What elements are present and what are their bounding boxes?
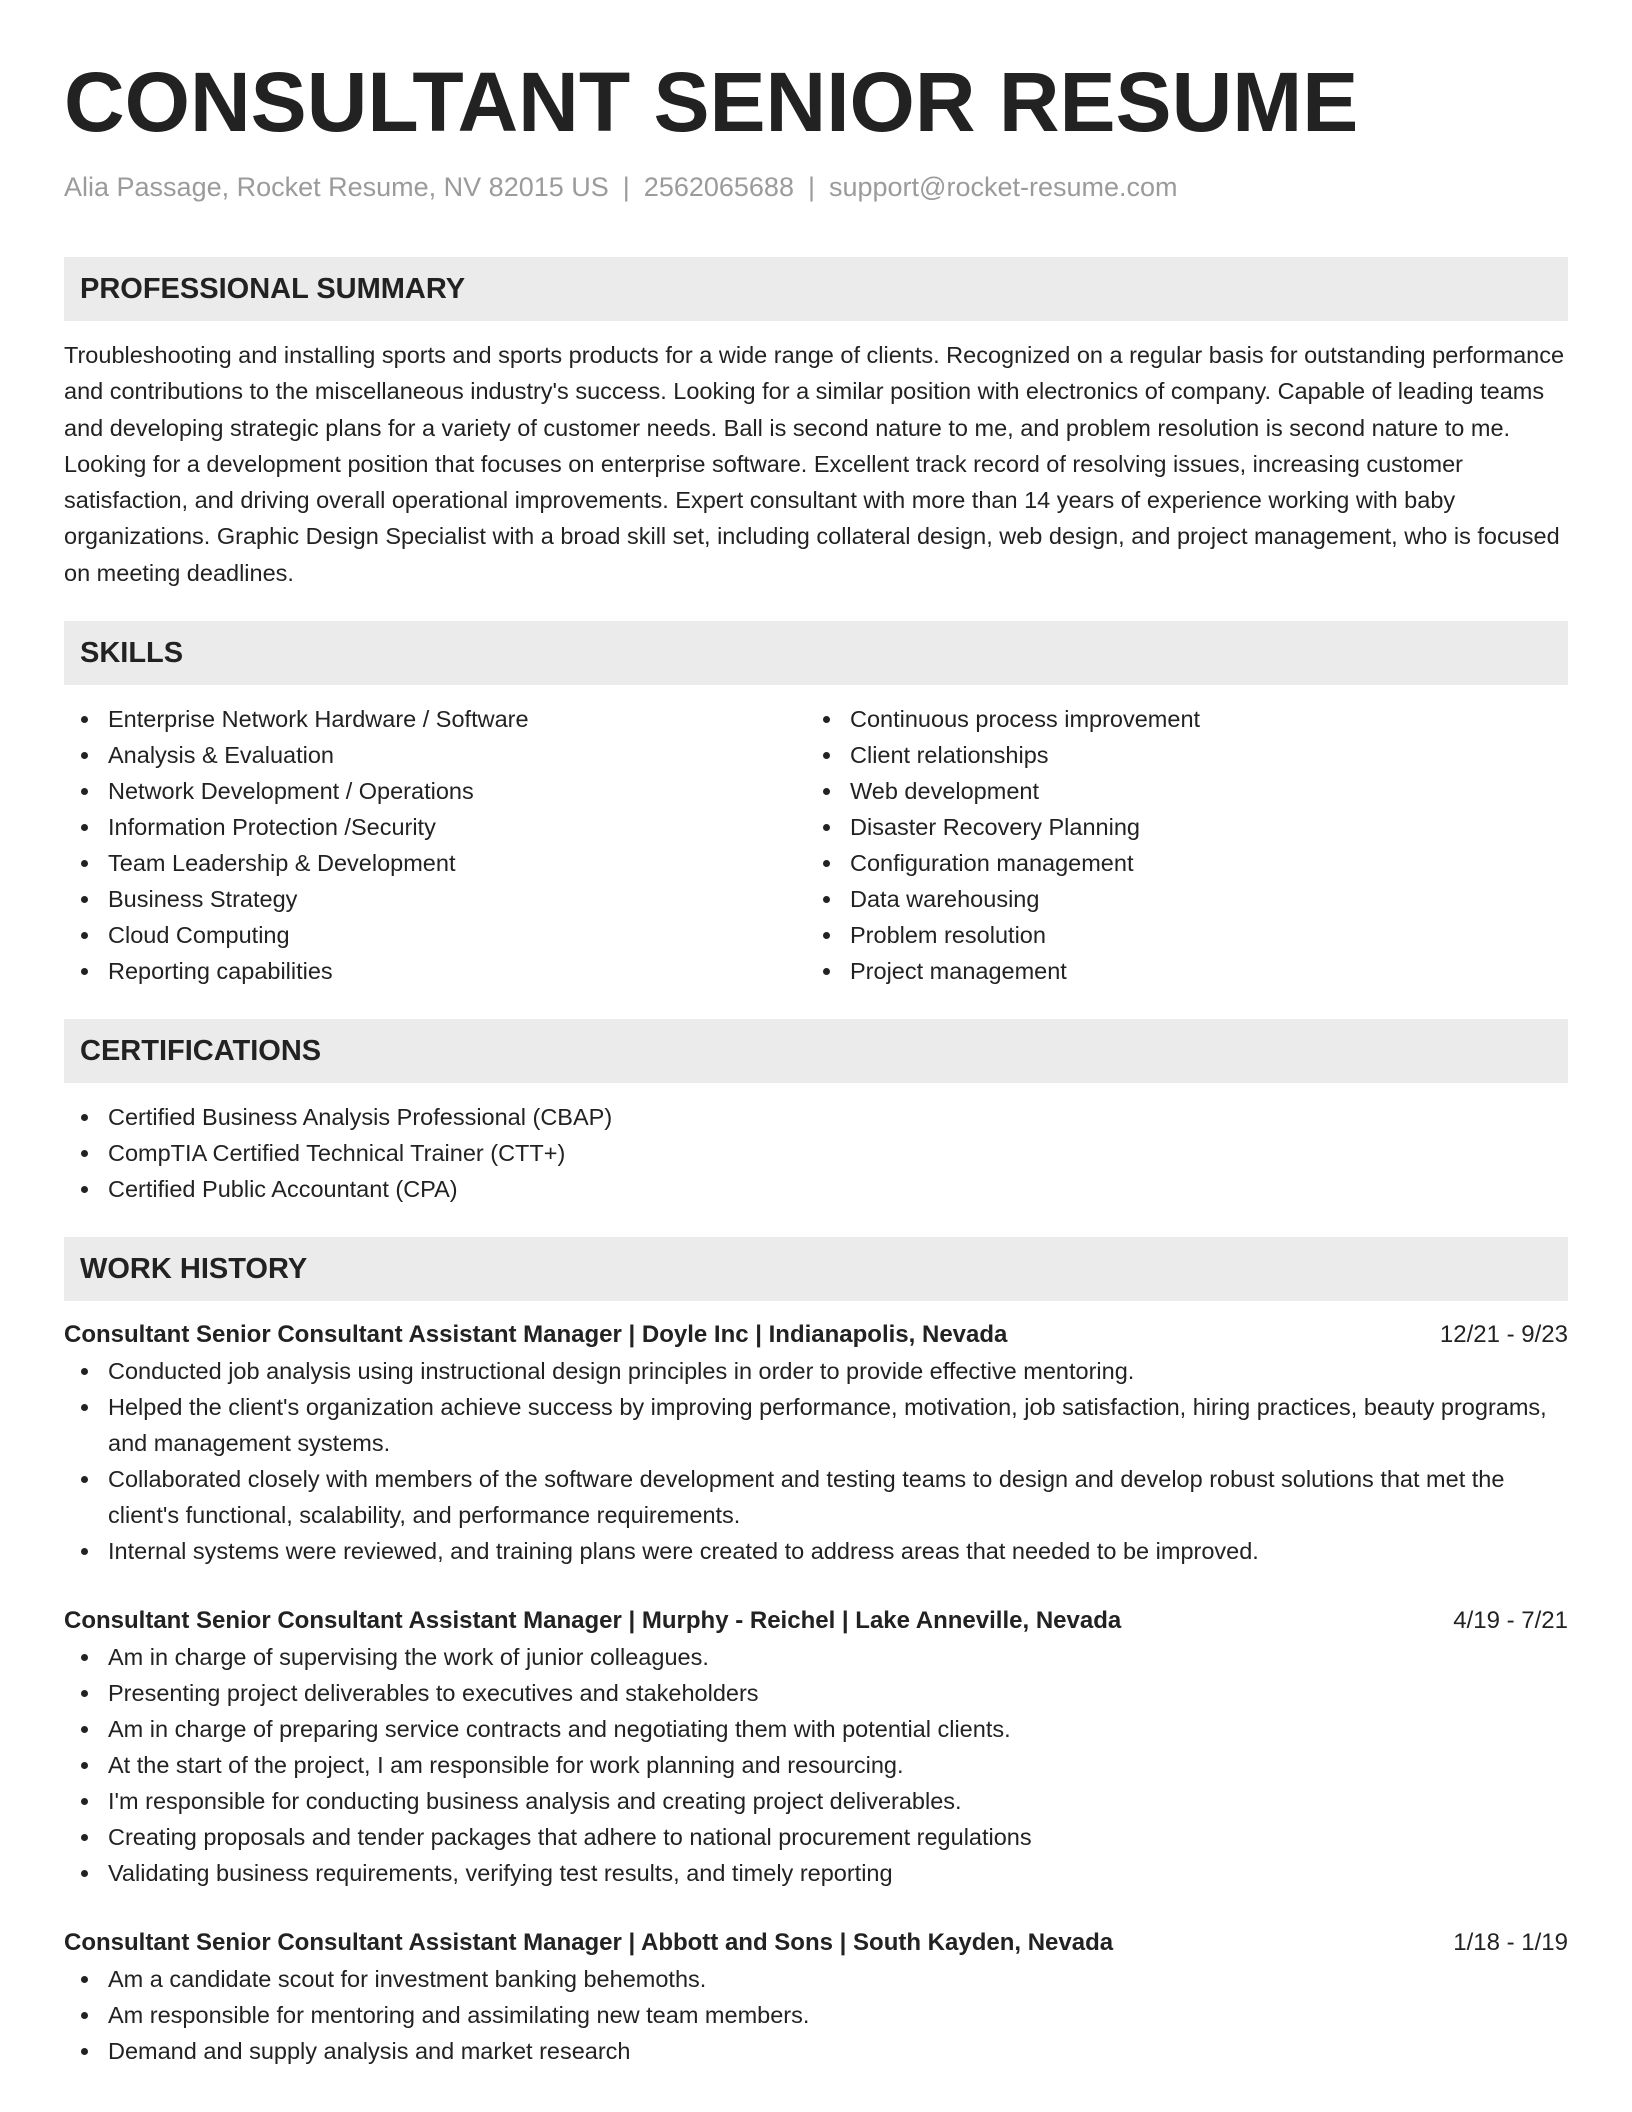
- job-dates: 1/18 - 1/19: [1453, 1929, 1568, 1957]
- job-bullet: Am responsible for mentoring and assimilating new team members.: [64, 1997, 1568, 2033]
- skills-list-right: [806, 701, 1548, 989]
- summary-section: [64, 257, 1568, 591]
- job-bullet: Creating proposals and tender packages that adhere to national procurement regulations: [64, 1819, 1568, 1855]
- resume-page: [64, 56, 1568, 2069]
- work-history-section: [64, 1237, 1568, 2069]
- job-title: Consultant Senior Consultant Assistant Manager | Murphy - Reichel | Lake Anneville, Nevada: [64, 1607, 1122, 1635]
- job-bullet: Helped the client's organization achieve success by improving performance, motivation, job satisfaction, hiring practices, beauty programs, and management systems.: [64, 1389, 1568, 1461]
- job-entry: [64, 1925, 1568, 2069]
- certifications-list: [64, 1099, 1568, 1207]
- job-bullet: Am in charge of preparing service contracts and negotiating them with potential clients.: [64, 1711, 1568, 1747]
- skills-list-left: [64, 701, 806, 989]
- section-heading-summary: PROFESSIONAL SUMMARY: [64, 257, 1568, 321]
- contact-email: support@rocket-resume.com: [828, 172, 1178, 202]
- skill-item: Team Leadership & Development: [64, 845, 806, 881]
- contact-address: Alia Passage, Rocket Resume, NV 82015 US: [64, 172, 609, 202]
- job-header: [64, 1317, 1568, 1353]
- job-title: Consultant Senior Consultant Assistant Manager | Abbott and Sons | South Kayden, Nevada: [64, 1929, 1114, 1957]
- skill-item: Disaster Recovery Planning: [806, 809, 1548, 845]
- section-heading-skills: SKILLS: [64, 621, 1568, 685]
- section-heading-certifications: CERTIFICATIONS: [64, 1019, 1568, 1083]
- certifications-section: [64, 1019, 1568, 1207]
- resume-name: CONSULTANT SENIOR RESUME: [64, 55, 1359, 149]
- job-header: [64, 1925, 1568, 1961]
- job-bullet: Conducted job analysis using instructional design principles in order to provide effective mentoring.: [64, 1353, 1568, 1389]
- job-bullet: I'm responsible for conducting business analysis and creating project deliverables.: [64, 1783, 1568, 1819]
- certification-item: Certified Business Analysis Professional (CBAP): [64, 1099, 1568, 1135]
- job-bullet: Presenting project deliverables to executives and stakeholders: [64, 1675, 1568, 1711]
- contact-separator: |: [807, 172, 815, 202]
- skill-item: Network Development / Operations: [64, 773, 806, 809]
- job-dates: 4/19 - 7/21: [1453, 1607, 1568, 1635]
- job-bullet-list: [64, 1353, 1568, 1569]
- skill-item: Analysis & Evaluation: [64, 737, 806, 773]
- contact-line: [64, 170, 1568, 204]
- job-header: [64, 1603, 1568, 1639]
- skills-grid: [64, 701, 1568, 989]
- skill-item: Information Protection /Security: [64, 809, 806, 845]
- skill-item: Reporting capabilities: [64, 953, 806, 989]
- section-heading-work-history: WORK HISTORY: [64, 1237, 1568, 1301]
- skill-item: Enterprise Network Hardware / Software: [64, 701, 806, 737]
- contact-phone: 2562065688: [643, 172, 794, 202]
- certification-item: Certified Public Accountant (CPA): [64, 1171, 1568, 1207]
- job-bullet: At the start of the project, I am responsible for work planning and resourcing.: [64, 1747, 1568, 1783]
- skill-item: Web development: [806, 773, 1548, 809]
- job-entry: [64, 1317, 1568, 1569]
- job-bullet: Internal systems were reviewed, and training plans were created to address areas that needed to be improved.: [64, 1533, 1568, 1569]
- skill-item: Continuous process improvement: [806, 701, 1548, 737]
- job-dates: 12/21 - 9/23: [1439, 1321, 1568, 1349]
- summary-text: Troubleshooting and installing sports and sports products for a wide range of clients. Recognized on a regular basis for outstanding performance and contributions to the miscellaneous industry's success. Looking for a similar position with electronics of company. Capable of leading teams and developing strategic plans for a variety of customer needs. Ball is second nature to me, and problem resolution is second nature to me. Looking for a development position that focuses on enterprise software. Excellent track record of resolving issues, increasing customer satisfaction, and driving overall operational improvements. Expert consultant with more than 14 years of experience working with baby organizations. Graphic Design Specialist with a broad skill set, including collateral design, web design, and project management, who is focused on meeting deadlines.: [64, 342, 1565, 586]
- job-bullet: Demand and supply analysis and market research: [64, 2033, 1568, 2069]
- skill-item: Client relationships: [806, 737, 1548, 773]
- skill-item: Data warehousing: [806, 881, 1548, 917]
- job-bullet: Validating business requirements, verifying test results, and timely reporting: [64, 1855, 1568, 1891]
- job-bullet: Am in charge of supervising the work of junior colleagues.: [64, 1639, 1568, 1675]
- skill-item: Problem resolution: [806, 917, 1548, 953]
- contact-separator: |: [622, 172, 630, 202]
- job-bullet: Am a candidate scout for investment banking behemoths.: [64, 1961, 1568, 1997]
- job-entry: [64, 1603, 1568, 1891]
- skill-item: Project management: [806, 953, 1548, 989]
- skill-item: Configuration management: [806, 845, 1548, 881]
- skill-item: Business Strategy: [64, 881, 806, 917]
- job-bullet: Collaborated closely with members of the software development and testing teams to design and develop robust solutions that met the client's functional, scalability, and performance requirements.: [64, 1461, 1568, 1533]
- job-title: Consultant Senior Consultant Assistant Manager | Doyle Inc | Indianapolis, Nevada: [64, 1321, 1008, 1349]
- skill-item: Cloud Computing: [64, 917, 806, 953]
- skills-section: [64, 621, 1568, 989]
- certification-item: CompTIA Certified Technical Trainer (CTT+): [64, 1135, 1568, 1171]
- job-bullet-list: [64, 1639, 1568, 1891]
- job-bullet-list: [64, 1961, 1568, 2069]
